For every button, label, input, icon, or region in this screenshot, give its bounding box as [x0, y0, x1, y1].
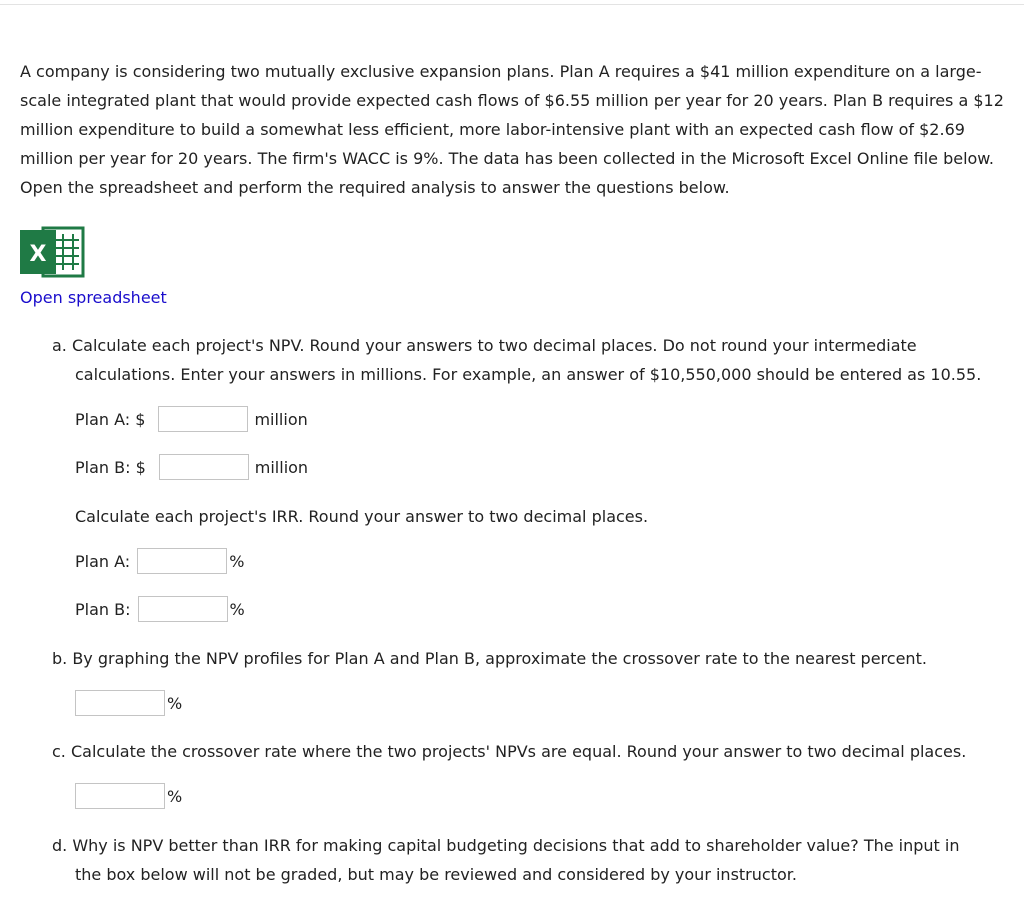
question-a-line1: Calculate each project's NPV. Round your answers to two decimal places. Do not round your intermediate — [71, 336, 917, 355]
irr-question: Calculate each project's IRR. Round your answer to two decimal places. — [75, 507, 649, 526]
irr-plan-a-label: Plan A: — [75, 551, 131, 571]
question-d — [52, 831, 1024, 889]
irr-plan-a-input[interactable] — [137, 548, 227, 574]
open-spreadsheet-link[interactable]: Open spreadsheet — [20, 288, 167, 307]
npv-plan-a-input[interactable] — [158, 406, 248, 432]
npv-plan-b-label: Plan B: $ — [75, 457, 146, 477]
question-a-line2: calculations. Enter your answers in millions. For example, an answer of $10,550,000 should be entered as 10.55. — [75, 365, 982, 384]
question-d-line1: d. Why is NPV better than IRR for making capital budgeting decisions that add to shareholder value? The input in — [52, 836, 960, 855]
crossover-rate-row — [75, 782, 182, 810]
question-b: b. By graphing the NPV profiles for Plan A and Plan B, approximate the crossover rate to the nearest percent. — [52, 649, 927, 668]
npv-plan-a-row — [75, 405, 308, 433]
irr-plan-b-label: Plan B: — [75, 599, 131, 619]
npv-plan-b-row — [75, 453, 308, 481]
irr-plan-a-row — [75, 547, 244, 575]
crossover-approx-input[interactable] — [75, 690, 165, 716]
npv-plan-b-input[interactable] — [159, 454, 249, 480]
excel-icon-letter: X — [29, 242, 47, 267]
excel-icon[interactable] — [19, 224, 85, 280]
crossover-approx-percent: % — [167, 693, 183, 713]
question-a-prefix: a. — [52, 336, 67, 355]
irr-plan-b-input[interactable] — [138, 596, 228, 622]
crossover-approx-row — [75, 689, 182, 717]
problem-statement: A company is considering two mutually exclusive expansion plans. Plan A requires a $41 million expenditure on a large-scale integrated plant that would provide expected cash flows of $6.55 million per year for 20 years. Plan B requires a $12 million expenditure to build a somewhat less efficient, more labor-intensive plant with an expected cash flow of $2.69 million per year for 20 years. The firm's WACC is 9%. The data has been collected in the Microsoft Excel Online file below. Open the spreadsheet and perform the required analysis to answer the questions below. — [20, 62, 1004, 197]
crossover-rate-input[interactable] — [75, 783, 165, 809]
irr-plan-b-percent: % — [229, 599, 245, 619]
top-divider — [0, 4, 1024, 5]
npv-plan-a-unit: million — [254, 409, 308, 429]
irr-plan-a-percent: % — [229, 551, 245, 571]
npv-plan-b-unit: million — [254, 457, 309, 477]
npv-plan-a-label: Plan A: $ — [75, 409, 146, 429]
irr-plan-b-row — [75, 595, 245, 623]
crossover-rate-percent: % — [167, 786, 183, 806]
question-a — [52, 331, 1024, 389]
question-c: c. Calculate the crossover rate where the two projects' NPVs are equal. Round your answer to two decimal places. — [52, 742, 967, 761]
question-d-line2: the box below will not be graded, but may be reviewed and considered by your instructor. — [75, 865, 797, 884]
